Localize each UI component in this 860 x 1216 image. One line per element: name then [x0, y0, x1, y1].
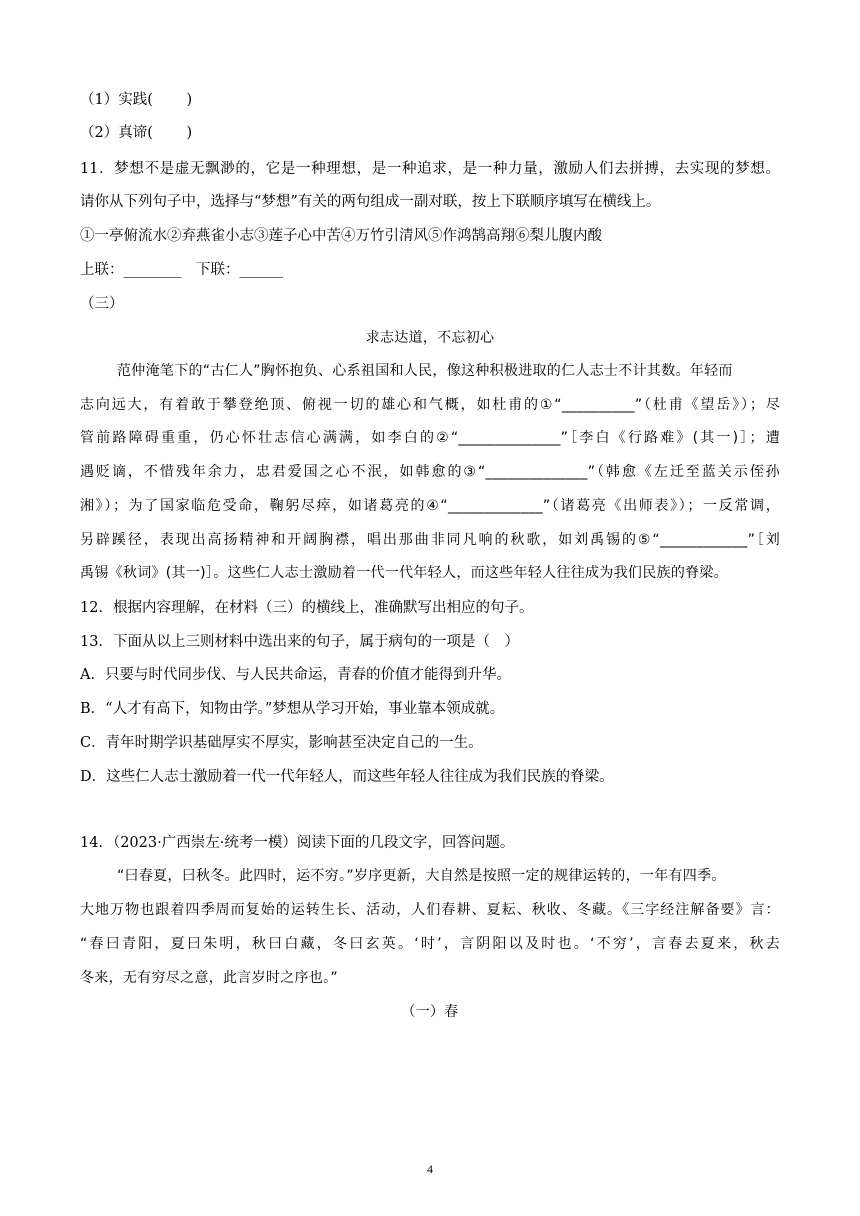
option-d: D．这些仁人志士激励着一代一代年轻人，而这些年轻人往往成为我们民族的脊梁。	[80, 769, 614, 785]
question-11-text: 11．梦想不是虚无飘渺的，它是一种理想，是一种追求，是一种力量，激励人们去拼搏，去实现的梦想。	[80, 161, 780, 177]
material-three-line-2: 志向远大，有着敢于攀登绝顶、俯视一切的雄心和气概，如杜甫的①“__________”（杜甫《望岳》）；尽	[80, 397, 780, 413]
material-three-title: 求志达道，不忘初心	[365, 330, 495, 346]
couplet-answer-line: 上联：________ 下联：______	[80, 262, 283, 278]
material-three-line-1: 范仲淹笔下的“古仁人”胸怀抱负、心系祖国和人民，像这种积极进取的仁人志士不计其数。年轻而	[117, 363, 733, 379]
question-12-text: 12．根据内容理解，在材料（三）的横线上，准确默写出相应的句子。	[80, 600, 534, 616]
material-three-line-4: 遇贬谪，不惜残年余力，忠君爱国之心不泯，如韩愈的③“______________”（韩愈《左迁至蓝关示侄孙	[80, 464, 780, 480]
answer-line-truth: （2）真谛( )	[80, 125, 193, 141]
question-11-options: ①一亭俯流水②弃燕雀小志③莲子心中苦④万竹引清风⑤作鸿鹄高翔⑥梨儿腹内酸	[80, 228, 602, 244]
material-three-line-7: 禹锡《秋词》(其一)］。这些仁人志士激励着一代一代年轻人，而这些年轻人往往成为我们民族的脊梁。	[80, 565, 729, 581]
material-three-line-3: 管前路障碍重重，仍心怀壮志信心满满，如李白的②“______________”［李白《行路难》(其一)］；遭	[80, 430, 780, 446]
section-spring-heading: （一）春	[401, 1004, 459, 1020]
material-three-line-6: 另辟蹊径，表现出高扬精神和开阔胸襟，唱出那曲非同凡响的秋歌，如刘禹锡的⑤“____________”［刘	[80, 532, 780, 548]
reading-line-2: 大地万物也跟着四季周而复始的运转生长、活动，人们春耕、夏耘、秋收、冬藏。《三字经注解备要》言：	[80, 902, 780, 918]
page-number: 4	[427, 1162, 433, 1176]
section-three-heading: （三）	[80, 296, 124, 312]
option-c: C．青年时期学识基础厚实不厚实，影响甚至决定自己的一生。	[80, 735, 483, 751]
option-a: A．只要与时代同步伐、与人民共命运，青春的价值才能得到升华。	[80, 667, 511, 683]
reading-line-4: 冬来，无有穷尽之意，此言岁时之序也。”	[80, 970, 338, 986]
question-13-text: 13．下面从以上三则材料中选出来的句子，属于病句的一项是（ ）	[80, 634, 519, 650]
reading-line-3: “春曰青阳，夏曰朱明，秋曰白藏，冬曰玄英。‘时’，言阴阳以及时也。‘不穷’，言春去夏来，秋去	[80, 936, 780, 952]
option-b: B．“人才有高下，知物由学。”梦想从学习开始，事业靠本领成就。	[80, 701, 505, 717]
question-11-instruction: 请你从下列句子中，选择与“梦想”有关的两句组成一副对联，按上下联顺序填写在横线上。	[80, 194, 661, 210]
question-14-text: 14．（2023·广西崇左·统考一模）阅读下面的几段文字，回答问题。	[80, 835, 515, 851]
reading-line-1: “曰春夏，曰秋冬。此四时，运不穷。”岁序更新，大自然是按照一定的规律运转的，一年有四季。	[117, 868, 726, 884]
answer-line-practice: （1）实践( )	[80, 92, 193, 108]
material-three-line-5: 湘》）；为了国家临危受命，鞠躬尽瘁，如诸葛亮的④“_____________”（诸葛亮《出师表》）；一反常调，	[80, 498, 780, 514]
